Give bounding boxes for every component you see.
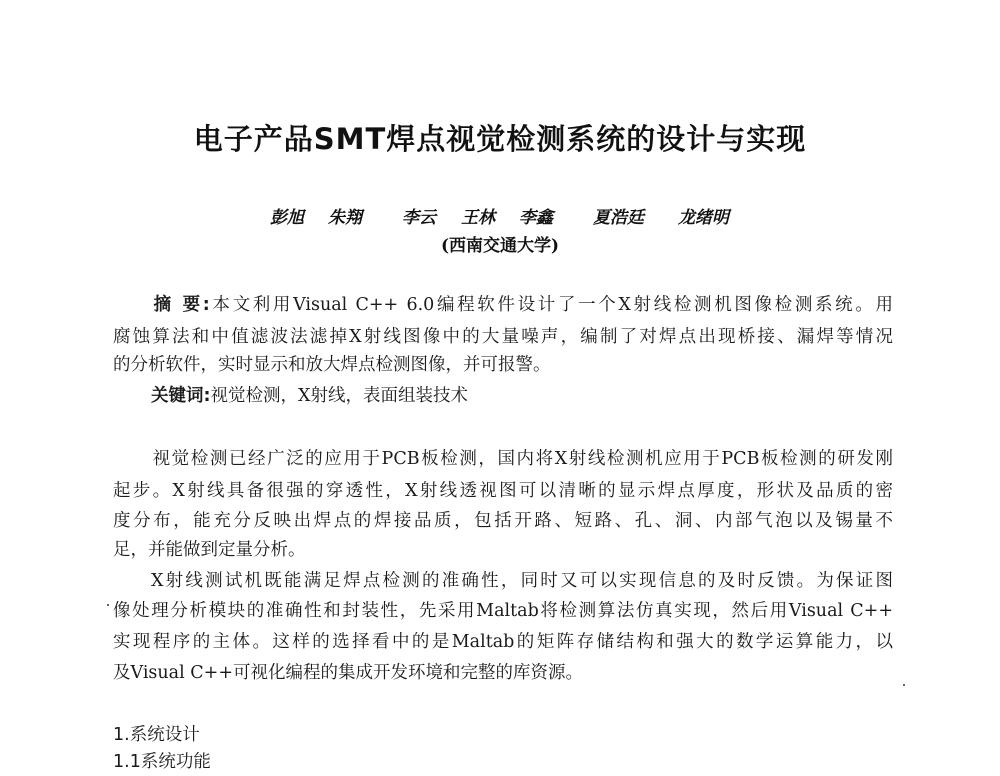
abstract-line	[113, 291, 893, 319]
body-line: 足，并能做到定量分析。	[113, 540, 306, 560]
section-heading: 1.系统设计	[113, 725, 200, 745]
scan-speck	[107, 604, 109, 606]
abstract-text: 本文利用Visual C++ 6.0编程软件设计了一个X射线检测机图像检测系统。用	[209, 295, 893, 315]
subsection-heading: 1.1系统功能	[113, 752, 211, 772]
scan-speck	[903, 684, 905, 686]
paper-title: 电子产品SMT焊点视觉检测系统的设计与实现	[193, 122, 807, 156]
abstract-line: 的分析软件，实时显示和放大焊点检测图像，并可报警。	[113, 355, 551, 375]
author-name: 王林	[461, 208, 495, 228]
affiliation: (西南交通大学)	[440, 236, 560, 256]
author-name: 朱翔	[328, 208, 362, 228]
author-name: 李鑫	[519, 208, 553, 228]
author-name: 夏浩廷	[593, 208, 644, 228]
author-name: 龙绪明	[678, 208, 729, 228]
keywords-text: 视觉检测，X射线，表面组装技术	[210, 386, 468, 406]
author-name: 彭旭	[270, 208, 304, 228]
body-line: 视觉检测已经广泛的应用于PCB板检测，国内将X射线检测机应用于PCB板检测的研发刚	[151, 449, 893, 469]
body-line: 度分布，能充分反映出焊点的焊接品质，包括开路、短路、孔、洞、内部气泡以及锡量不	[113, 511, 893, 531]
keywords-line	[113, 382, 893, 410]
body-line: 及Visual C++可视化编程的集成开发环境和完整的库资源。	[113, 663, 583, 683]
body-line: 起步。X射线具备很强的穿透性，X射线透视图可以清晰的显示焊点厚度，形状及品质的密	[113, 481, 893, 501]
author-name: 李云	[402, 208, 436, 228]
keywords-label: 关键词:	[151, 386, 211, 406]
body-line: 实现程序的主体。这样的选择看中的是Maltab的矩阵存储结构和强大的数学运算能力，以	[113, 632, 893, 652]
body-line: 像处理分析模块的准确性和封装性，先采用Maltab将检测算法仿真实现，然后用Visual C++	[113, 601, 893, 621]
abstract-label: 摘 要:	[151, 295, 210, 315]
body-line: X射线测试机既能满足焊点检测的准确性，同时又可以实现信息的及时反馈。为保证图	[151, 571, 893, 591]
abstract-line: 腐蚀算法和中值滤波法滤掉X射线图像中的大量噪声，编制了对焊点出现桥接、漏焊等情况	[113, 327, 893, 347]
